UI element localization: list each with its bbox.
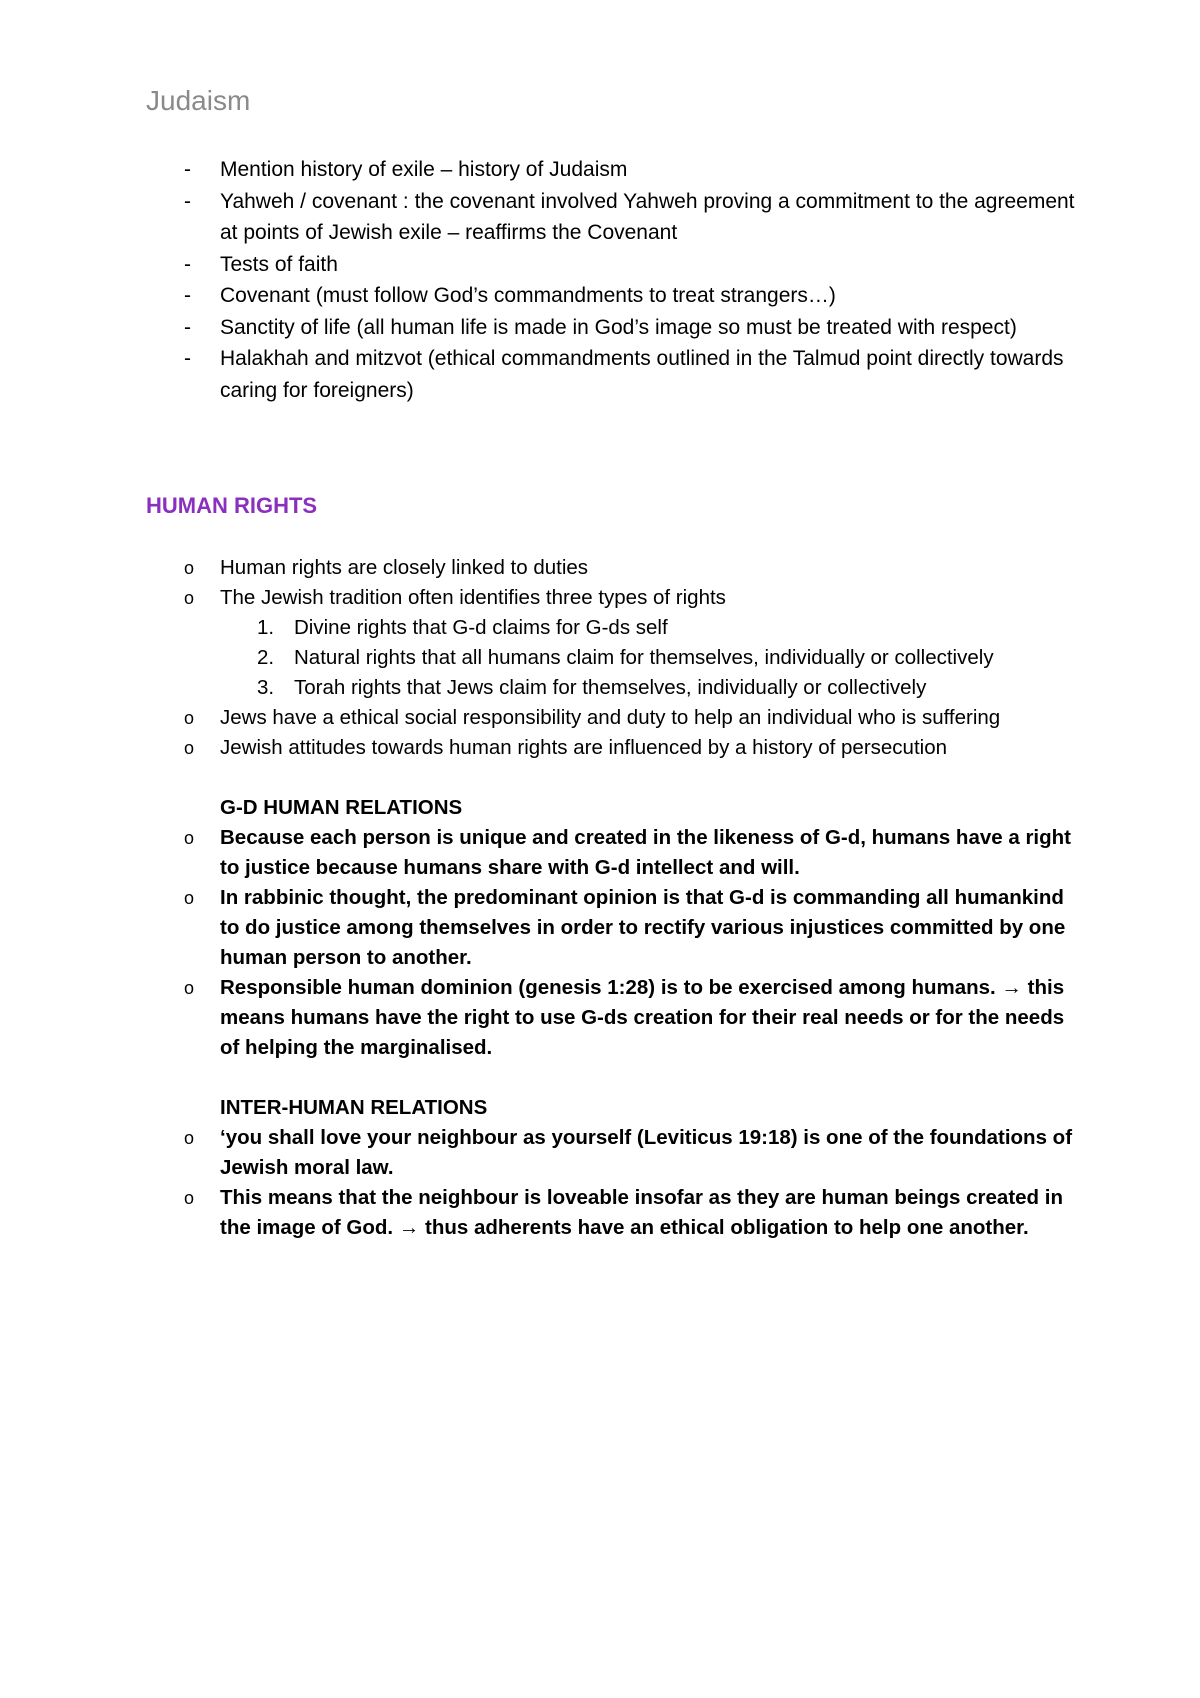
- document-title: Judaism: [146, 85, 251, 116]
- list-item-text: Jewish attitudes towards human rights are influenced by a history of persecution: [220, 736, 947, 759]
- list-item: [146, 583, 1086, 703]
- list-item-text: Because each person is unique and created in the likeness of G-d, humans have a right to justice because humans share with G-d intellect and will.: [220, 826, 1071, 879]
- list-item: [146, 553, 1086, 583]
- dash-marker: -: [184, 315, 191, 339]
- list-item-text: Covenant (must follow God’s commandments to treat strangers…): [220, 284, 836, 307]
- list-item: [146, 883, 1086, 973]
- list-item-text: In rabbinic thought, the predominant opinion is that G-d is commanding all humankind to do justice among themselves in order to rectify various injustices committed by one human person to another.: [220, 886, 1066, 969]
- list-item: [146, 973, 1086, 1063]
- list-item: [146, 823, 1086, 883]
- list-item: [146, 1123, 1086, 1183]
- bullet-marker: o: [184, 708, 195, 728]
- inter-human-relations-list: [146, 1123, 1086, 1243]
- number-marker: 3.: [257, 676, 275, 699]
- list-item: [146, 312, 1086, 344]
- list-item-text: Yahweh / covenant : the covenant involved Yahweh proving a commitment to the agreement at points of Jewish exile – reaffirms the Covenant: [220, 189, 1075, 244]
- list-item: [146, 186, 1086, 249]
- dash-marker: -: [184, 252, 191, 276]
- bullet-marker: o: [184, 828, 195, 848]
- list-item: [146, 343, 1086, 406]
- list-item: [146, 249, 1086, 281]
- inter-human-relations-heading: INTER-HUMAN RELATIONS: [220, 1096, 488, 1119]
- human-rights-heading: HUMAN RIGHTS: [146, 493, 318, 518]
- list-item-text: Human rights are closely linked to duties: [220, 556, 589, 579]
- number-marker: 2.: [257, 646, 275, 669]
- bullet-marker: o: [184, 738, 195, 758]
- gd-human-relations-heading: G-D HUMAN RELATIONS: [220, 796, 463, 819]
- list-item-text: Tests of faith: [220, 252, 338, 276]
- dash-marker: -: [184, 189, 191, 213]
- list-item-text: Sanctity of life (all human life is made in God’s image so must be treated with respect): [220, 315, 1017, 339]
- number-marker: 1.: [257, 616, 275, 639]
- list-item: [146, 733, 1086, 763]
- bullet-marker: o: [184, 558, 195, 578]
- list-item-text: Jews have a ethical social responsibility and duty to help an individual who is suffering: [220, 706, 1001, 729]
- bullet-marker: o: [184, 978, 195, 998]
- list-item-text: Halakhah and mitzvot (ethical commandments outlined in the Talmud point directly towards caring for foreigners): [220, 347, 1064, 402]
- numbered-item-text: Divine rights that G-d claims for G-ds self: [294, 616, 668, 639]
- list-item-text: ‘you shall love your neighbour as yourself (Leviticus 19:18) is one of the foundations of Jewish moral law.: [220, 1126, 1073, 1179]
- bullet-marker: o: [184, 1128, 195, 1148]
- list-item-text: The Jewish tradition often identifies three types of rights: [220, 586, 726, 609]
- list-item: [146, 154, 1086, 186]
- numbered-item: [220, 613, 1086, 643]
- list-item: [146, 1183, 1086, 1243]
- list-item: [146, 280, 1086, 312]
- numbered-item-text: Torah rights that Jews claim for themselves, individually or collectively: [294, 676, 927, 699]
- human-rights-list: [146, 553, 1086, 763]
- human-rights-content: [146, 553, 1086, 1243]
- numbered-item: [220, 673, 1086, 703]
- list-item: [146, 703, 1086, 733]
- dash-marker: -: [184, 284, 191, 307]
- bullet-marker: o: [184, 888, 195, 908]
- numbered-item: [220, 643, 1086, 673]
- bullet-marker: o: [184, 588, 195, 608]
- list-item-text: Mention history of exile – history of Judaism: [220, 158, 628, 181]
- list-item-text: Responsible human dominion (genesis 1:28) is to be exercised among humans. → this means humans have the right to use G-ds creation for their real needs or for the needs of helping the marginalised.: [220, 976, 1065, 1059]
- bullet-marker: o: [184, 1188, 195, 1208]
- numbered-item-text: Natural rights that all humans claim for themselves, individually or collectively: [294, 646, 994, 669]
- intro-list: [146, 154, 1086, 406]
- gd-human-relations-list: [146, 823, 1086, 1063]
- dash-marker: -: [184, 158, 191, 181]
- list-item-text: This means that the neighbour is loveable insofar as they are human beings created in the image of God. → thus adherents have an ethical obligation to help one another.: [220, 1186, 1063, 1239]
- rights-types-list: [220, 613, 1086, 703]
- dash-marker: -: [184, 347, 191, 370]
